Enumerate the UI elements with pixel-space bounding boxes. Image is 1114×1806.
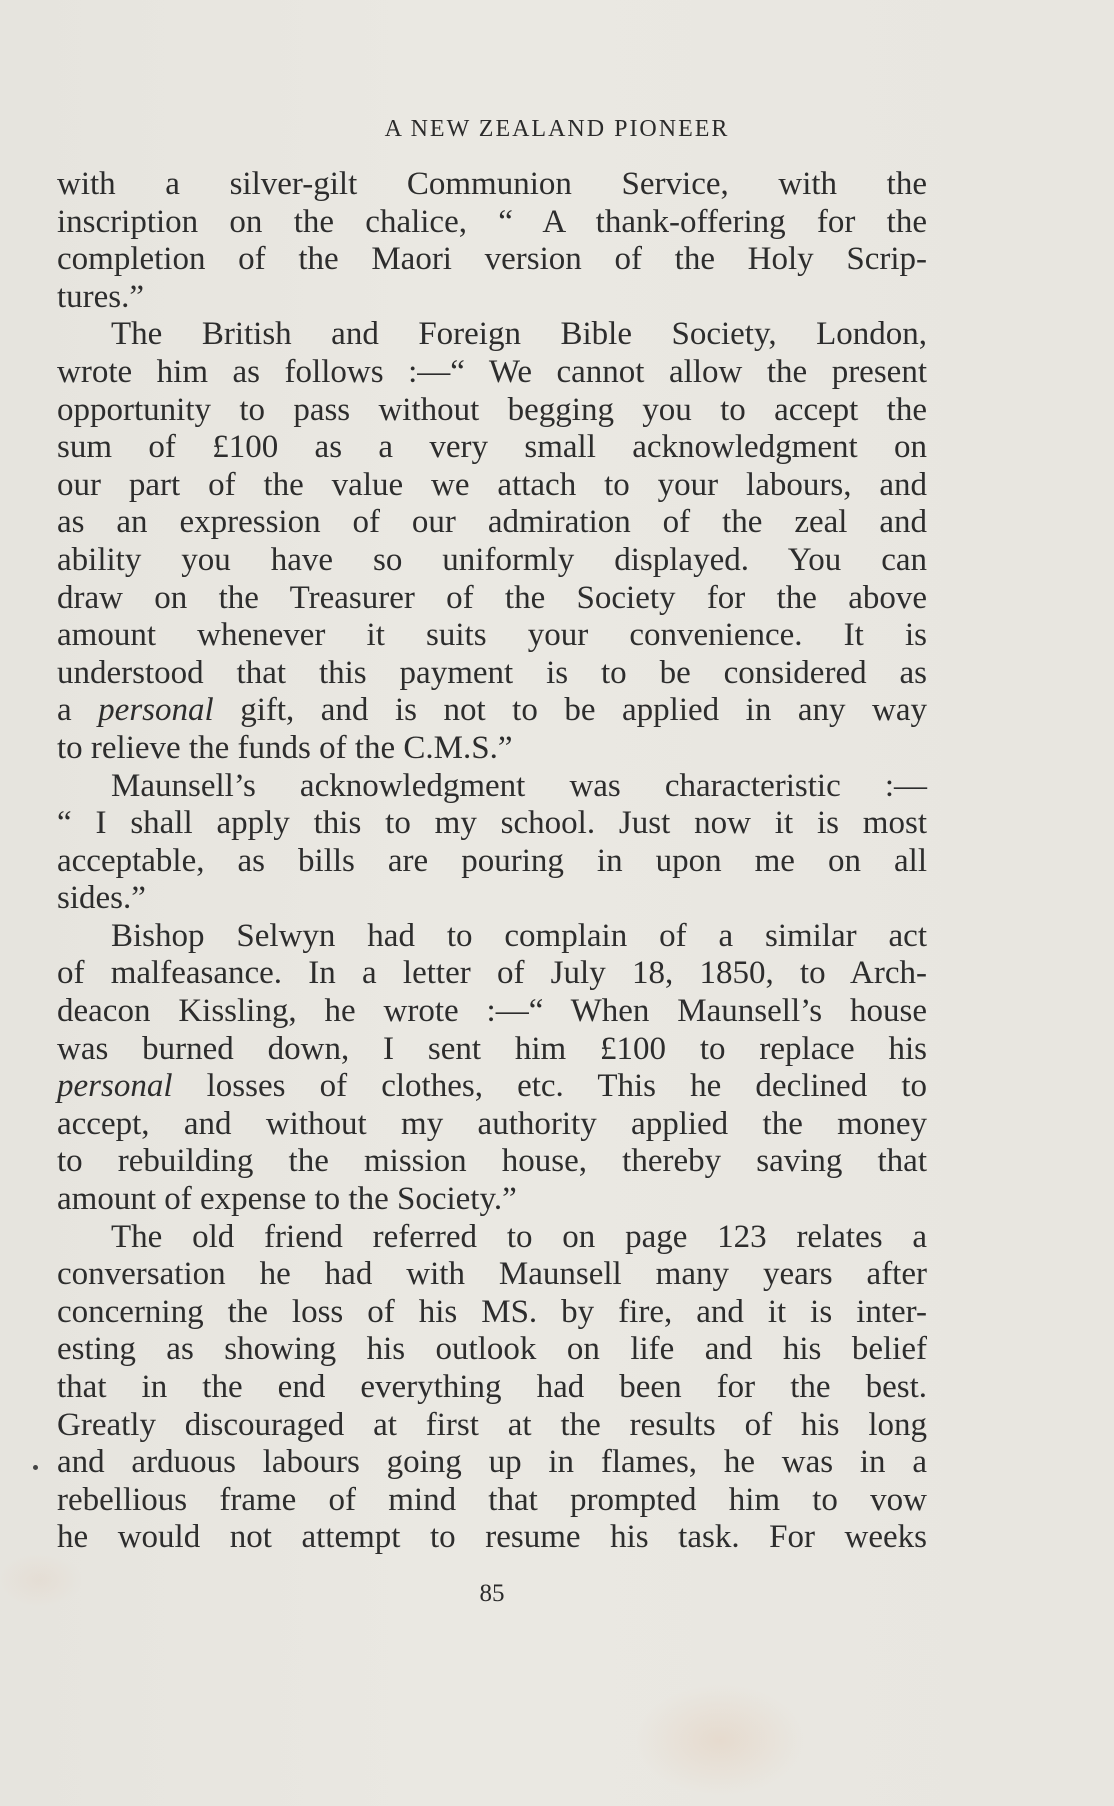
text-line: deacon Kissling, he wrote :—“ When Maunsell’s house bbox=[57, 993, 927, 1030]
text-line: of malfeasance. In a letter of July 18, 1850, to Arch- bbox=[57, 955, 927, 992]
text-line: and arduous labours going up in flames, he was in a bbox=[57, 1444, 927, 1481]
text-line: wrote him as follows :—“ We cannot allow the present bbox=[57, 353, 927, 390]
italic-emphasis: personal bbox=[57, 1068, 173, 1105]
body-text bbox=[57, 166, 927, 1557]
text-line: amount of expense to the Society.” bbox=[57, 1181, 517, 1218]
text-line: accept, and without my authority applied the money bbox=[57, 1105, 927, 1142]
text-line: Bishop Selwyn had to complain of a similar act bbox=[111, 917, 927, 954]
text-line: tures.” bbox=[57, 278, 145, 315]
text-line: to relieve the funds of the C.M.S.” bbox=[57, 729, 513, 766]
text-line: completion of the Maori version of the Holy Scrip- bbox=[57, 241, 927, 278]
text-run: a bbox=[57, 692, 99, 729]
text-line: sum of £100 as a very small acknowledgment on bbox=[57, 429, 927, 466]
text-line bbox=[57, 692, 927, 730]
page-number: 85 bbox=[479, 1580, 505, 1607]
text-line: opportunity to pass without begging you to accept the bbox=[57, 391, 927, 428]
text-line: was burned down, I sent him £100 to replace his bbox=[57, 1030, 927, 1067]
text-line: understood that this payment is to be considered as bbox=[57, 654, 927, 691]
text-line: our part of the value we attach to your labours, and bbox=[57, 466, 927, 503]
text-line: ability you have so uniformly displayed. You can bbox=[57, 541, 927, 578]
text-line: sides.” bbox=[57, 880, 146, 917]
text-run: gift, and is not to be applied in any way bbox=[213, 692, 927, 729]
running-head: A NEW ZEALAND PIONEER bbox=[384, 116, 730, 142]
text-line: as an expression of our admiration of the zeal and bbox=[57, 504, 927, 541]
text-run: losses of clothes, etc. This he declined to bbox=[172, 1068, 927, 1105]
margin-mark bbox=[33, 1465, 38, 1470]
text-line: Greatly discouraged at first at the results of his long bbox=[57, 1406, 927, 1443]
text-line: amount whenever it suits your convenience. It is bbox=[57, 617, 927, 654]
text-line: that in the end everything had been for the best. bbox=[57, 1369, 927, 1405]
italic-emphasis: personal bbox=[98, 692, 214, 729]
text-line bbox=[57, 1068, 927, 1106]
text-line: Maunsell’s acknowledgment was characteristic :— bbox=[111, 767, 927, 804]
text-line: draw on the Treasurer of the Society for the above bbox=[57, 579, 927, 616]
text-line: concerning the loss of his MS. by fire, and it is inter- bbox=[57, 1293, 927, 1330]
text-line: conversation he had with Maunsell many years after bbox=[57, 1256, 927, 1293]
text-line: with a silver-gilt Communion Service, with the bbox=[57, 166, 927, 202]
text-line: “ I shall apply this to my school. Just now it is most bbox=[57, 805, 927, 842]
text-line: to rebuilding the mission house, thereby saving that bbox=[57, 1143, 927, 1180]
text-line: esting as showing his outlook on life and his belief bbox=[57, 1331, 927, 1368]
text-line: he would not attempt to resume his task. For weeks bbox=[57, 1519, 927, 1556]
text-line: rebellious frame of mind that prompted him to vow bbox=[57, 1481, 927, 1518]
text-line: inscription on the chalice, “ A thank-offering for the bbox=[57, 203, 927, 240]
text-line: acceptable, as bills are pouring in upon me on all bbox=[57, 842, 927, 879]
text-line: The old friend referred to on page 123 relates a bbox=[111, 1218, 927, 1255]
text-line: The British and Foreign Bible Society, London, bbox=[111, 316, 927, 353]
